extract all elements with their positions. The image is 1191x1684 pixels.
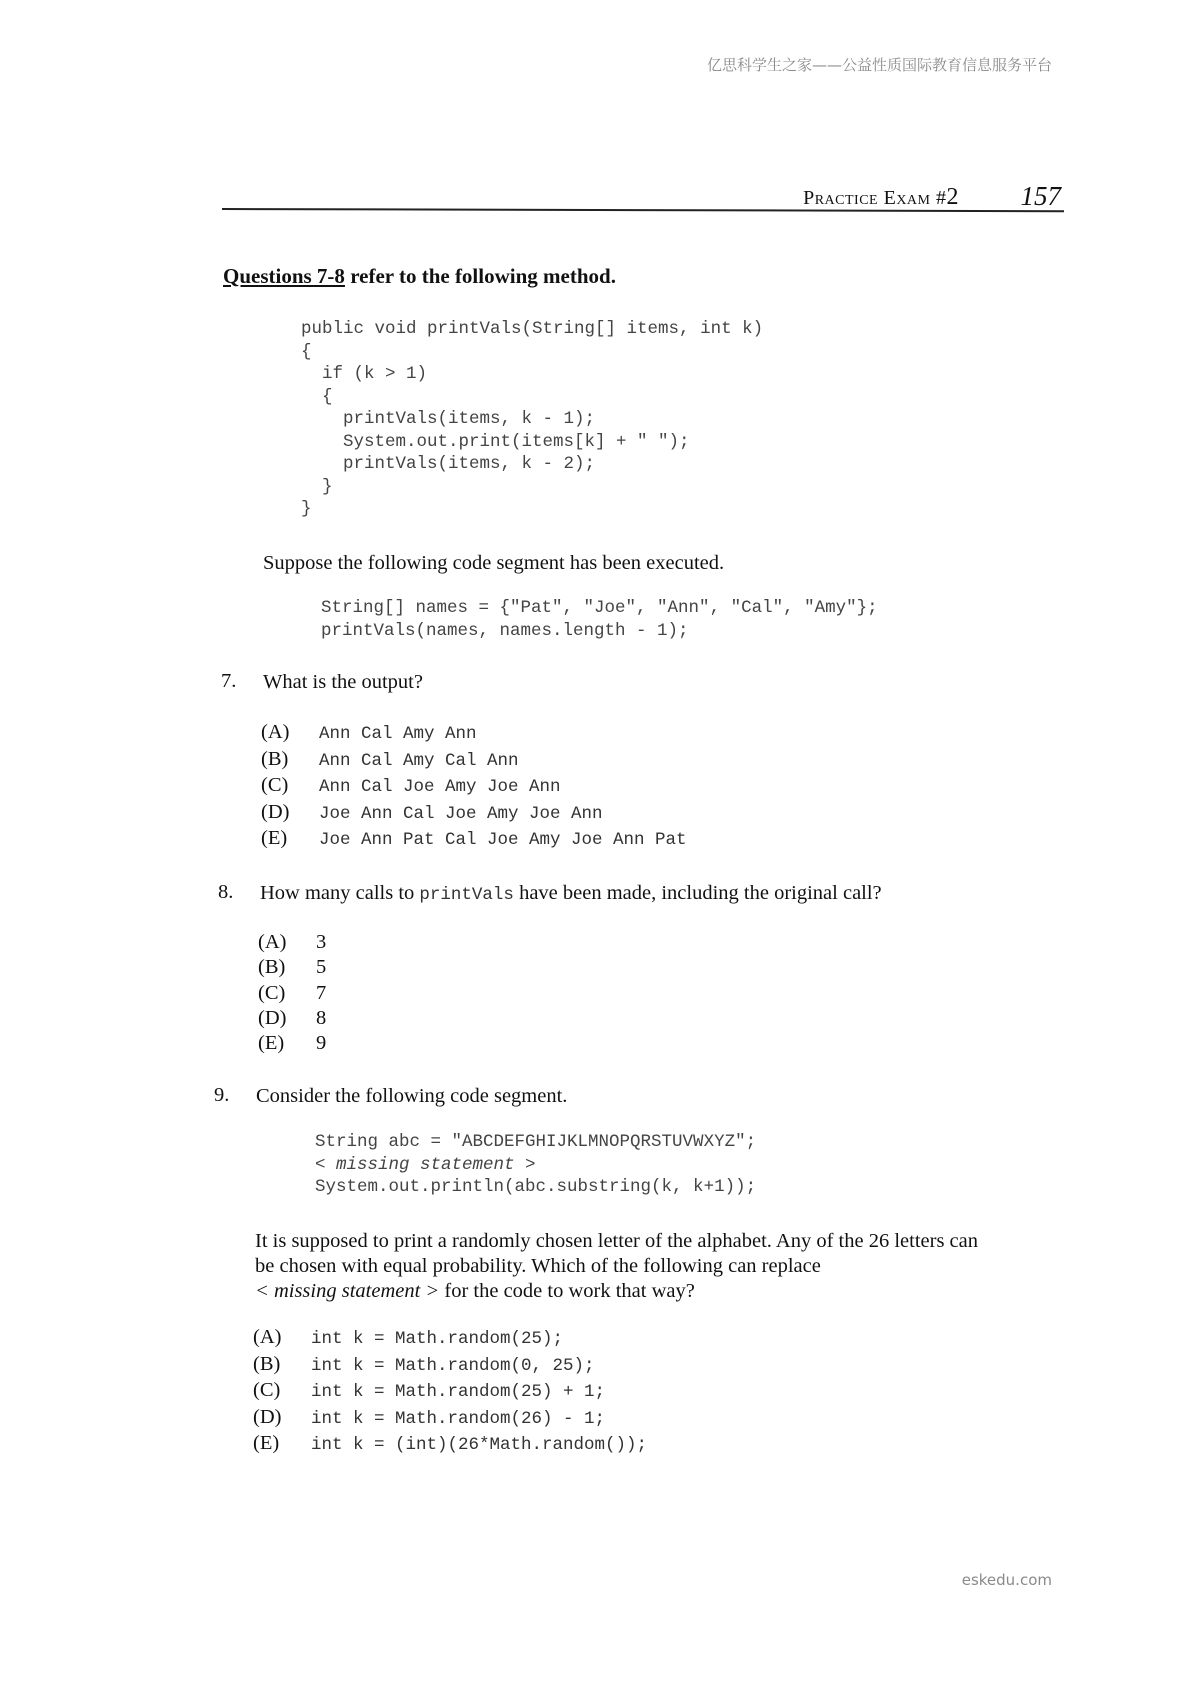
q9-option-b[interactable]: (B) int k = Math.random(0, 25); (253, 1352, 595, 1376)
q9-missing-statement: < missing statement > (255, 1280, 440, 1302)
q8-option-e[interactable]: (E) 9 (258, 1032, 327, 1055)
q9-code-line-1: String abc = "ABCDEFGHIJKLMNOPQRSTUVWXYZ"; (315, 1132, 757, 1152)
page-number: 157 (1020, 181, 1061, 211)
q9-option-a[interactable]: (A) int k = Math.random(25); (253, 1326, 564, 1349)
q9-option-e[interactable]: (E) int k = (int)(26*Math.random()); (253, 1432, 648, 1455)
q7-option-c[interactable]: (C) Ann Cal Joe Amy Joe Ann (261, 774, 561, 797)
watermark-bottom: eskedu.com (961, 1571, 1052, 1589)
q9-number: 9. (214, 1084, 230, 1106)
q8-option-a[interactable]: (A) 3 (258, 931, 327, 953)
questions-intro (223, 264, 616, 289)
q9-code-block (315, 1131, 756, 1199)
running-header-title (803, 184, 959, 211)
q9-option-d[interactable]: (D) int k = Math.random(26) - 1; (253, 1405, 606, 1429)
q8-option-c[interactable]: (C) 7 (258, 981, 327, 1004)
q8-number: 8. (218, 881, 234, 903)
exam-label: Practice Exam # (803, 187, 947, 209)
q9-option-c[interactable]: (C) int k = Math.random(25) + 1; (253, 1379, 606, 1402)
segment-intro: Suppose the following code segment has been executed. (263, 552, 725, 574)
q8-options (258, 931, 326, 1057)
q9-code-line-3: System.out.println(abc.substring(k, k+1)); (315, 1177, 757, 1197)
q9-code-line-2: < missing statement > (315, 1154, 536, 1175)
q7-option-a[interactable]: (A) Ann Cal Amy Ann (261, 721, 477, 744)
questions-range: Questions 7-8 (223, 264, 345, 288)
q8-question: How many calls to printVals have been made, including the original call? (260, 882, 882, 905)
q9-paragraph: It is supposed to print a randomly chosen letter of the alphabet. Any of the 26 letters can be chosen with equal probability. Which of the following can replace < missing statement > for the code to work that way? (255, 1230, 979, 1302)
q7-number: 7. (221, 670, 237, 692)
segment-code-block: String[] names = {"Pat", "Joe", "Ann", "Cal", "Amy"}; printVals(names, names.length - 1); (321, 598, 878, 641)
q9-options (253, 1326, 647, 1459)
intro-rest: refer to the following method. (344, 264, 616, 288)
method-code-block: public void printVals(String[] items, int k) { if (k > 1) { printVals(items, k - 1); System.out.print(items[k] + " "); printVals(items, k - 2); } } (301, 319, 764, 519)
q7-option-d[interactable]: (D) Joe Ann Cal Joe Amy Joe Ann (261, 800, 603, 824)
q8-option-b[interactable]: (B) 5 (258, 956, 327, 979)
q7-option-b[interactable]: (B) Ann Cal Amy Cal Ann (261, 747, 519, 771)
q8-option-d[interactable]: (D) 8 (258, 1006, 327, 1029)
watermark-top: 亿思科学生之家——公益性质国际教育信息服务平台 (706, 56, 1052, 74)
q7-question: What is the output? (263, 671, 423, 693)
q9-question: Consider the following code segment. (256, 1085, 568, 1107)
exam-number: 2 (946, 184, 959, 210)
q7-option-e[interactable]: (E) Joe Ann Pat Cal Joe Amy Joe Ann Pat (261, 827, 687, 850)
q7-options (261, 721, 687, 854)
q8-method-name: printVals (419, 885, 514, 905)
